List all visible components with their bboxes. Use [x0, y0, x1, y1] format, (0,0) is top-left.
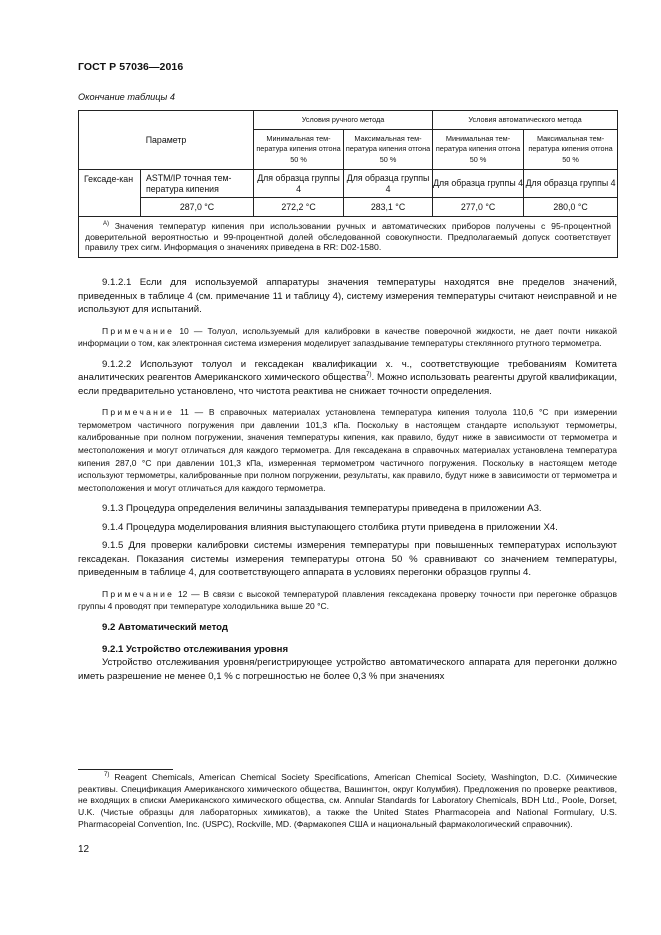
table-cell: Для образца группы 4 [524, 170, 618, 198]
paragraph-9-1-4: 9.1.4 Процедура моделирования влияния выступающего столбика ртути приведена в приложении Х4. [102, 521, 558, 533]
sub-header-max-manual: Максимальная тем-пература кипения отгона 50 % [344, 130, 433, 170]
table-caption: Окончание таблицы 4 [78, 92, 175, 102]
paragraph-9-1-2-1: 9.1.2.1 Если для используемой аппаратуры значения температуры находятся вне пределов значений, приведенных в таблице 4 (см. примечание 11 и таблицу 4), систему измерения температуры считают неисправной и не используют для испытаний. [78, 277, 617, 315]
paragraph-9-1-3: 9.1.3 Процедура определения величины запаздывания температуры приведена в приложении А3. [102, 503, 542, 515]
table-cell: 280,0 °С [524, 198, 618, 217]
table-4 [78, 110, 618, 258]
table-cell: Для образца группы 4 [344, 170, 433, 198]
table-cell: 283,1 °С [344, 198, 433, 217]
auto-group-header: Условия автоматического метода [433, 111, 618, 130]
table-cell: 287,0 °С [141, 198, 254, 217]
note-label: Примечание [102, 588, 175, 599]
footnote-ref-7: 7) [366, 372, 372, 378]
manual-group-header: Условия ручного метода [254, 111, 433, 130]
note-label: Примечание [102, 407, 175, 418]
note-11: Примечание 11 — В справочных материалах установлена температура кипения толуола 110,6 °С при измерении термометром частичного погружения при давлении 101,3 кПа. Поскольку в настоящем стандарте используют термометры, калиброванные при полном погружении, значения температуры кипения, как правило, будут ниже в зависимости от термометра и местоположения и могут отличаться для каждого термометра. Для гексадекана в справочных материалах установлена температура кипения 287,0 °С при давлении 101,3 кПа, измеренная термометром частичного погружения. Поскольку в настоящем методе используют термометры, калиброванные при полном погружении, результаты, как правило, будут ниже в зависимости от термометра и местоположения и могут отличаться для каждого термометра. [78, 407, 617, 493]
table-note-text: Значения температур кипения при использовании ручных и автоматических приборов получены с 95-процентной доверительной вероятностью и 99-процентной долей обследованной совокупности. Предполагаемый допуск соответствует правилу трех сигм. Информация о значениях приведена в RR: D02-1580. [85, 221, 612, 252]
page-number: 12 [78, 844, 90, 855]
sub-header-max-auto: Максимальная тем-пература кипения отгона 50 % [524, 130, 618, 170]
note-label: Примечание [102, 325, 175, 336]
paragraph-9-1-2-2: 9.1.2.2 Используют толуол и гексадекан квалификации х. ч., соответствующие требованиям Комитета аналитических реагентов Американского химического общества$^{7)}$. Можно использовать реагенты другой квалификации, если предварительно установлено, что чистота реактива не снижает точности определения. [78, 358, 617, 397]
body-text [78, 276, 617, 683]
paragraph-9-2-1: Устройство отслеживания уровня/регистрирующее устройство автоматического аппарата для перегонки должно иметь разрешение не менее 0,1 % с погрешностью не более 0,3 % при значениях [78, 657, 617, 682]
section-9-2-1-heading: 9.2.1 Устройство отслеживания уровня [102, 643, 289, 655]
table-cell: Для образца группы 4 [254, 170, 344, 198]
paragraph-9-1-5: 9.1.5 Для проверки калибровки системы измерения температуры при повышенных температурах используют гексадекан. Показания системы измерения температуры отгона 50 % сравнивают со значением температуры, приведенным в таблице 4, для соответствующего аппарата в условиях перегонки образцов группы 4. [78, 540, 617, 579]
param-header: Параметр [79, 111, 254, 170]
section-9-2-heading: 9.2 Автоматический метод [102, 622, 228, 634]
footnote-7: $^{7)}$ Reagent Chemicals, American Chemical Society Specifications, American Chemical Society, Washington, D.C. (Химические реактивы. Спецификация Американского химического общества, Вашингтон, округ Колумбия). Предложения по проверке реактивов, не входящих в списки Американского химического общества, см. Annular Standards for Laboratory Chemicals, BDH Ltd., Poole, Dorset, U.K. (Чистые образцы для лабораторных химикатов), а также the United States Pharmacopeia and National Formulary, U.S. Pharmacopeial Convention, Inc. (USPC), Rockville, MD. (Фармакопея США и национальный фармакологический справочник). [78, 772, 618, 829]
table-cell: Для образца группы 4 [433, 170, 524, 198]
footnote-divider [78, 769, 173, 770]
table-cell: 272,2 °С [254, 198, 344, 217]
table-cell: 277,0 °С [433, 198, 524, 217]
note-12: Примечание 12 — В связи с высокой температурой плавления гексадекана проверку точности при перегонке образцов группы 4 проводят при температуре холодильника выше 20 °С. [78, 588, 617, 612]
standard-header: ГОСТ Р 57036—2016 [78, 61, 184, 73]
footnote-marker: 7) [104, 772, 110, 779]
row1-param: ASTM/IP точная тем-пература кипения [141, 170, 254, 198]
row-label-hexadecane: Гексаде-кан [79, 170, 141, 217]
table-note-marker: A) [103, 221, 109, 228]
note-10: Примечание 10 — Толуол, используемый для калибровки в качестве поверочной жидкости, не дает почти никакой информации о том, как электронная система измерения моделирует запаздывание температуры стеклянного ртутного термометра. [78, 325, 617, 349]
table-note [79, 217, 618, 258]
sub-header-min-auto: Минимальная тем-пература кипения отгона 50 % [433, 130, 524, 170]
sub-header-min-manual: Минимальная тем-пература кипения отгона 50 % [254, 130, 344, 170]
